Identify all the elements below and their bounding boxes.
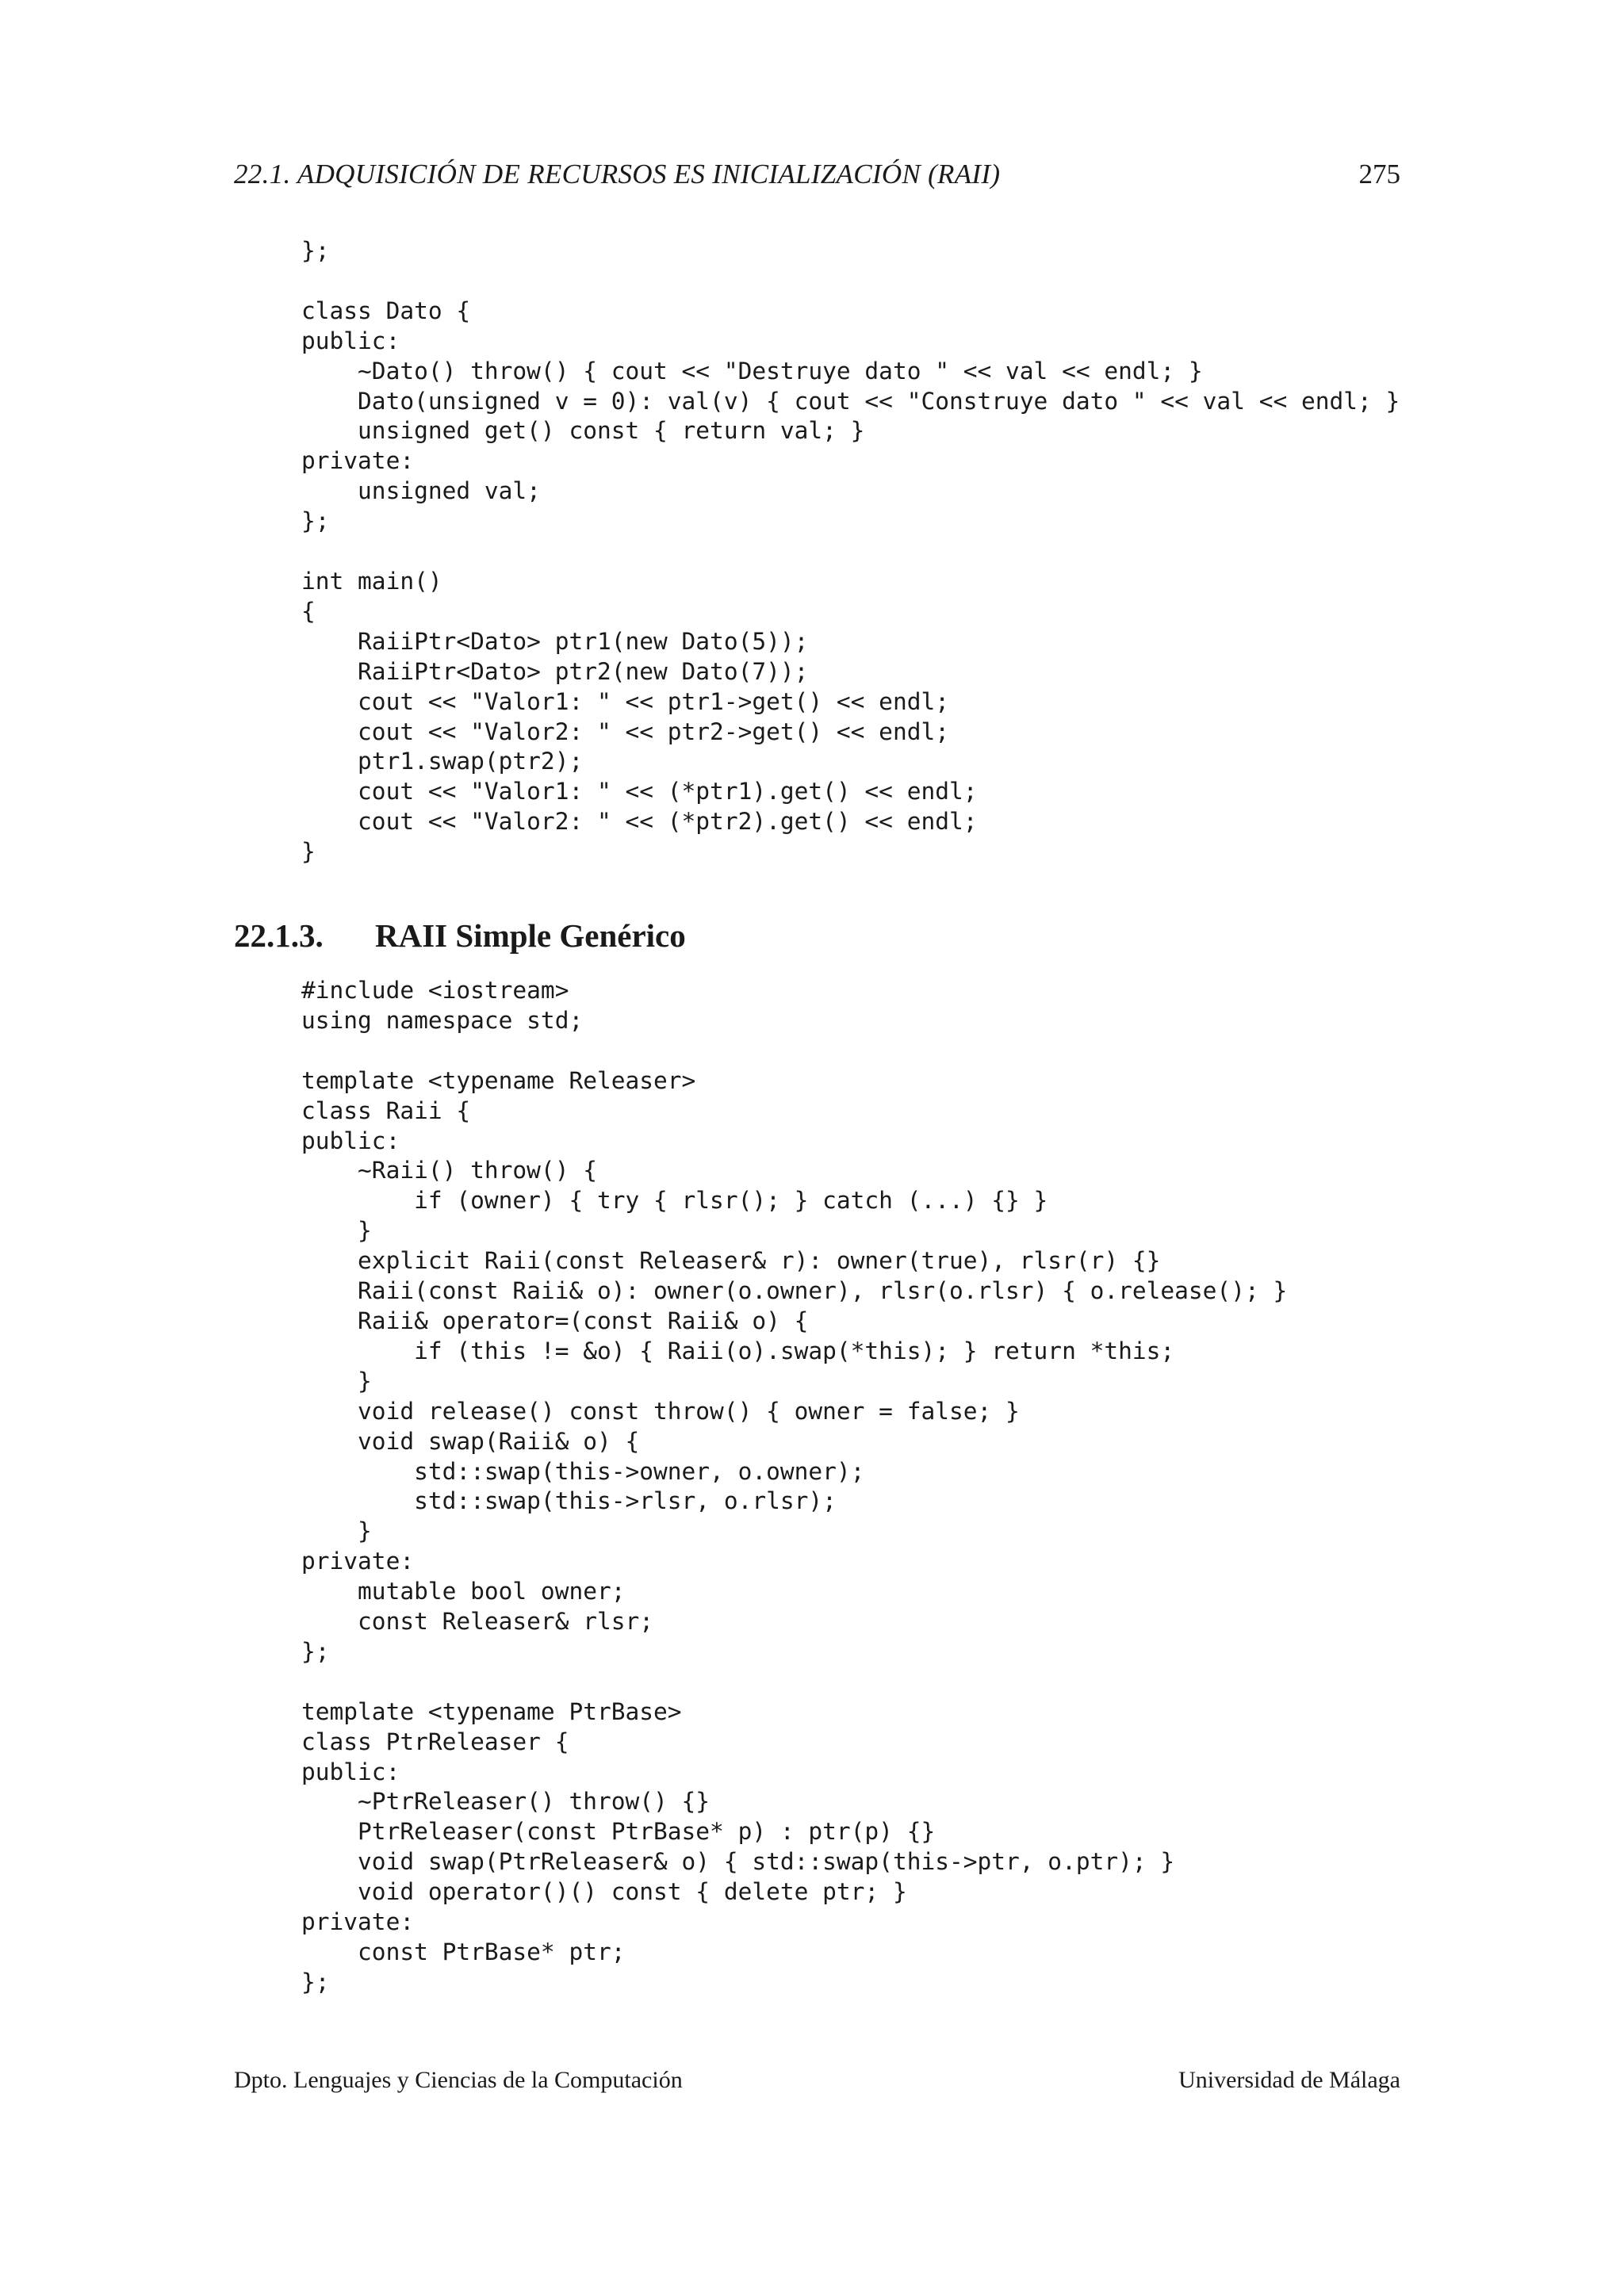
code-line: std::swap(this->owner, o.owner); xyxy=(301,1457,865,1485)
code-line: unsigned get() const { return val; } xyxy=(301,417,865,445)
code-line: } xyxy=(301,838,316,866)
code-line: }; xyxy=(301,507,330,535)
code-line: unsigned val; xyxy=(301,477,541,505)
code-line: }; xyxy=(301,1637,330,1665)
footer-department: Dpto. Lenguajes y Ciencias de la Computación xyxy=(234,2067,683,2093)
code-line: cout << "Valor1: " << ptr1->get() << endl; xyxy=(301,687,949,715)
code-line: #include <iostream> xyxy=(301,977,569,1004)
code-line: if (this != &o) { Raii(o).swap(*this); } return *this; xyxy=(301,1337,1175,1364)
code-line: void release() const throw() { owner = false; } xyxy=(301,1397,1020,1425)
running-title: 22.1. ADQUISICIÓN DE RECURSOS ES INICIALIZACIÓN (RAII) xyxy=(234,159,1001,189)
page-number: 275 xyxy=(1358,159,1400,189)
code-line: } xyxy=(301,1517,372,1545)
running-header xyxy=(234,155,1400,193)
section-title: RAII Simple Genérico xyxy=(375,917,686,954)
code-line: ~Raii() throw() { xyxy=(301,1157,597,1184)
code-line: cout << "Valor1: " << (*ptr1).get() << endl; xyxy=(301,778,978,806)
page-footer xyxy=(234,2063,1400,2098)
code-line: private: xyxy=(301,447,415,475)
code-line: private: xyxy=(301,1548,415,1575)
code-line: class PtrReleaser { xyxy=(301,1728,569,1755)
code-line: }; xyxy=(301,1968,330,1996)
code-line: private: xyxy=(301,1908,415,1936)
code-line: void swap(Raii& o) { xyxy=(301,1427,640,1455)
code-line: public: xyxy=(301,1758,400,1785)
code-line: class Dato { xyxy=(301,297,471,324)
code-line: }; xyxy=(301,237,330,264)
code-line: public: xyxy=(301,327,400,354)
code-line: class Raii { xyxy=(301,1096,471,1124)
code-line: std::swap(this->rlsr, o.rlsr); xyxy=(301,1487,837,1515)
code-line: RaiiPtr<Dato> ptr2(new Dato(7)); xyxy=(301,657,809,685)
code-line: Dato(unsigned v = 0): val(v) { cout << "Construye dato " << val << endl; } xyxy=(301,387,1400,415)
code-line: cout << "Valor2: " << (*ptr2).get() << endl; xyxy=(301,808,978,836)
code-line: PtrReleaser(const PtrBase* p) : ptr(p) {} xyxy=(301,1818,936,1846)
code-line: template <typename PtrBase> xyxy=(301,1697,682,1725)
code-line: Raii& operator=(const Raii& o) { xyxy=(301,1307,809,1334)
code-line: { xyxy=(301,597,316,625)
code-line: cout << "Valor2: " << ptr2->get() << endl; xyxy=(301,718,949,745)
code-listing-raii-generic xyxy=(301,976,1287,1998)
code-line: int main() xyxy=(301,567,442,595)
code-line: RaiiPtr<Dato> ptr1(new Dato(5)); xyxy=(301,627,809,655)
code-line: } xyxy=(301,1217,372,1245)
code-line: void operator()() const { delete ptr; } xyxy=(301,1878,907,1906)
code-line: void swap(PtrReleaser& o) { std::swap(this->ptr, o.ptr); } xyxy=(301,1848,1175,1876)
code-line: template <typename Releaser> xyxy=(301,1066,696,1094)
section-number: 22.1.3. xyxy=(234,917,324,954)
code-line: if (owner) { try { rlsr(); } catch (...) {} } xyxy=(301,1187,1048,1215)
code-line: public: xyxy=(301,1127,400,1154)
code-listing-dato-main xyxy=(301,236,1400,867)
code-line: mutable bool owner; xyxy=(301,1578,626,1605)
code-line: ptr1.swap(ptr2); xyxy=(301,748,584,775)
code-line: ~Dato() throw() { cout << "Destruye dato " << val << endl; } xyxy=(301,357,1203,385)
code-line: } xyxy=(301,1367,372,1395)
code-line: using namespace std; xyxy=(301,1006,584,1034)
code-line: explicit Raii(const Releaser& r): owner(true), rlsr(r) {} xyxy=(301,1247,1161,1275)
code-line: Raii(const Raii& o): owner(o.owner), rlsr(o.rlsr) { o.release(); } xyxy=(301,1277,1288,1305)
code-line: ~PtrReleaser() throw() {} xyxy=(301,1788,710,1816)
footer-university: Universidad de Málaga xyxy=(1178,2067,1400,2093)
code-line: const PtrBase* ptr; xyxy=(301,1938,626,1965)
code-line: const Releaser& rlsr; xyxy=(301,1608,654,1636)
